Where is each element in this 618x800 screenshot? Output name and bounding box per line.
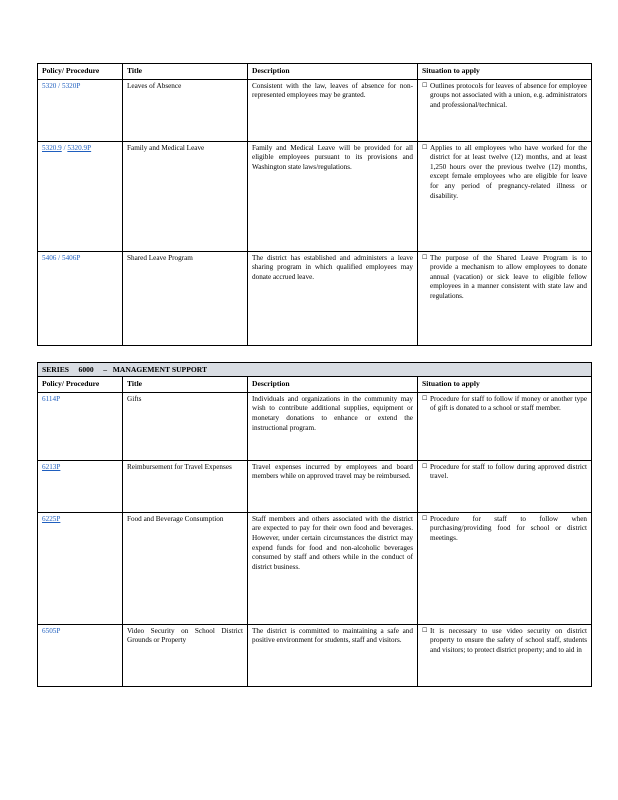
situation-cell (418, 141, 592, 251)
procedure-link[interactable]: 6114P (42, 394, 61, 403)
header-title: Title (123, 377, 248, 393)
title-cell: Food and Beverage Consumption (123, 512, 248, 624)
situation-text: Procedure for staff to follow if money or another type of gift is donated to a school or staff member. (430, 394, 588, 413)
checkbox-bullet-icon: ☐ (422, 254, 428, 261)
situation-cell (418, 512, 592, 624)
table-row (38, 392, 592, 460)
table-row (38, 251, 592, 345)
header-situation: Situation to apply (418, 64, 592, 80)
management-support-table (37, 362, 592, 687)
header-title: Title (123, 64, 248, 80)
situation-text: It is necessary to use video security on district property to ensure the safety of school staff, students and visitors; to protect district property; and to aid in (430, 626, 588, 654)
situation-text: Outlines protocols for leaves of absence for employee groups not associated with a union, e.g. administrators and professional/technical. (430, 81, 587, 109)
title-cell: Shared Leave Program (123, 251, 248, 345)
policy-link[interactable]: 5406 (42, 253, 57, 262)
table-header-row (38, 377, 592, 393)
policy-table (37, 63, 592, 346)
title-cell: Leaves of Absence (123, 79, 248, 141)
description-cell: Staff members and others associated with the district are expected to pay for their own food and beverages. However, under certain circumstances the district may expend funds for food and non-alcoholic beverages consumed by staff and others while in the conduct of district business. (248, 512, 418, 624)
table-row (38, 512, 592, 624)
policy-cell: 5406 / 5406P (38, 251, 123, 345)
description-cell: Individuals and organizations in the community may wish to contribute additional supplies, equipment or monetary donations to enhance or extend the instructional program. (248, 392, 418, 460)
table-row (38, 79, 592, 141)
procedure-link[interactable]: 5320.9P (67, 143, 92, 152)
table-row (38, 460, 592, 512)
procedure-link[interactable]: 5406P (61, 253, 81, 262)
situation-cell (418, 392, 592, 460)
header-policy: Policy/ Procedure (38, 377, 123, 393)
description-cell: The district has established and administers a leave sharing program in which qualified employees may donate accrued leave. (248, 251, 418, 345)
situation-cell (418, 460, 592, 512)
checkbox-bullet-icon: ☐ (422, 144, 428, 151)
situation-text: The purpose of the Shared Leave Program is to provide a mechanism to allow employees to donate annual (vacation) or sick leave to eligible fellow employees in a manner consistent with state law and regulations. (430, 253, 587, 300)
checkbox-bullet-icon: ☐ (422, 627, 428, 634)
situation-cell (418, 251, 592, 345)
policy-cell (38, 624, 123, 686)
description-cell: Consistent with the law, leaves of absence for non-represented employees may be granted. (248, 79, 418, 141)
series-header-row (38, 362, 592, 377)
table-row (38, 624, 592, 686)
policy-cell: 5320.9 / 5320.9P (38, 141, 123, 251)
procedure-link[interactable]: 6505P (42, 626, 61, 635)
title-cell: Gifts (123, 392, 248, 460)
situation-cell (418, 79, 592, 141)
procedure-link[interactable]: 6225P (42, 514, 61, 523)
checkbox-bullet-icon: ☐ (422, 515, 428, 522)
checkbox-bullet-icon: ☐ (422, 82, 428, 89)
table-header-row (38, 64, 592, 80)
situation-text: Procedure for staff to follow during approved district travel. (430, 462, 588, 481)
policy-cell (38, 512, 123, 624)
description-cell: Family and Medical Leave will be provided for all eligible employees pursuant to its provisions and Washington state laws/regulations. (248, 141, 418, 251)
procedure-link[interactable]: 6213P (42, 462, 61, 471)
series-heading: SERIES 6000 – MANAGEMENT SUPPORT (38, 362, 592, 377)
title-cell: Video Security on School District Grounds or Property (123, 624, 248, 686)
table-row (38, 141, 592, 251)
title-cell: Reimbursement for Travel Expenses (123, 460, 248, 512)
header-policy: Policy/ Procedure (38, 64, 123, 80)
policy-cell: 5320 / 5320P (38, 79, 123, 141)
situation-text: Applies to all employees who have worked for the district for at least twelve (12) months, and at least 1,250 hours over the previous twelve (12) months, except female employees who are eligible for leave for any period of pregnancy-related illness or disability. (430, 143, 587, 200)
situation-text: Procedure for staff to follow when purchasing/providing food for school or district meetings. (430, 514, 588, 542)
policy-cell (38, 460, 123, 512)
policy-link[interactable]: 5320.9 (42, 143, 62, 152)
description-cell: Travel expenses incurred by employees and board members while on approved travel may be reimbursed. (248, 460, 418, 512)
header-description: Description (248, 377, 418, 393)
header-description: Description (248, 64, 418, 80)
situation-cell (418, 624, 592, 686)
procedure-link[interactable]: 5320P (61, 81, 81, 90)
header-situation: Situation to apply (418, 377, 592, 393)
policy-cell (38, 392, 123, 460)
description-cell: The district is committed to maintaining a safe and positive environment for students, staff and visitors. (248, 624, 418, 686)
title-cell: Family and Medical Leave (123, 141, 248, 251)
checkbox-bullet-icon: ☐ (422, 395, 428, 402)
policy-document-page (37, 63, 591, 687)
policy-link[interactable]: 5320 (42, 81, 57, 90)
checkbox-bullet-icon: ☐ (422, 463, 428, 470)
